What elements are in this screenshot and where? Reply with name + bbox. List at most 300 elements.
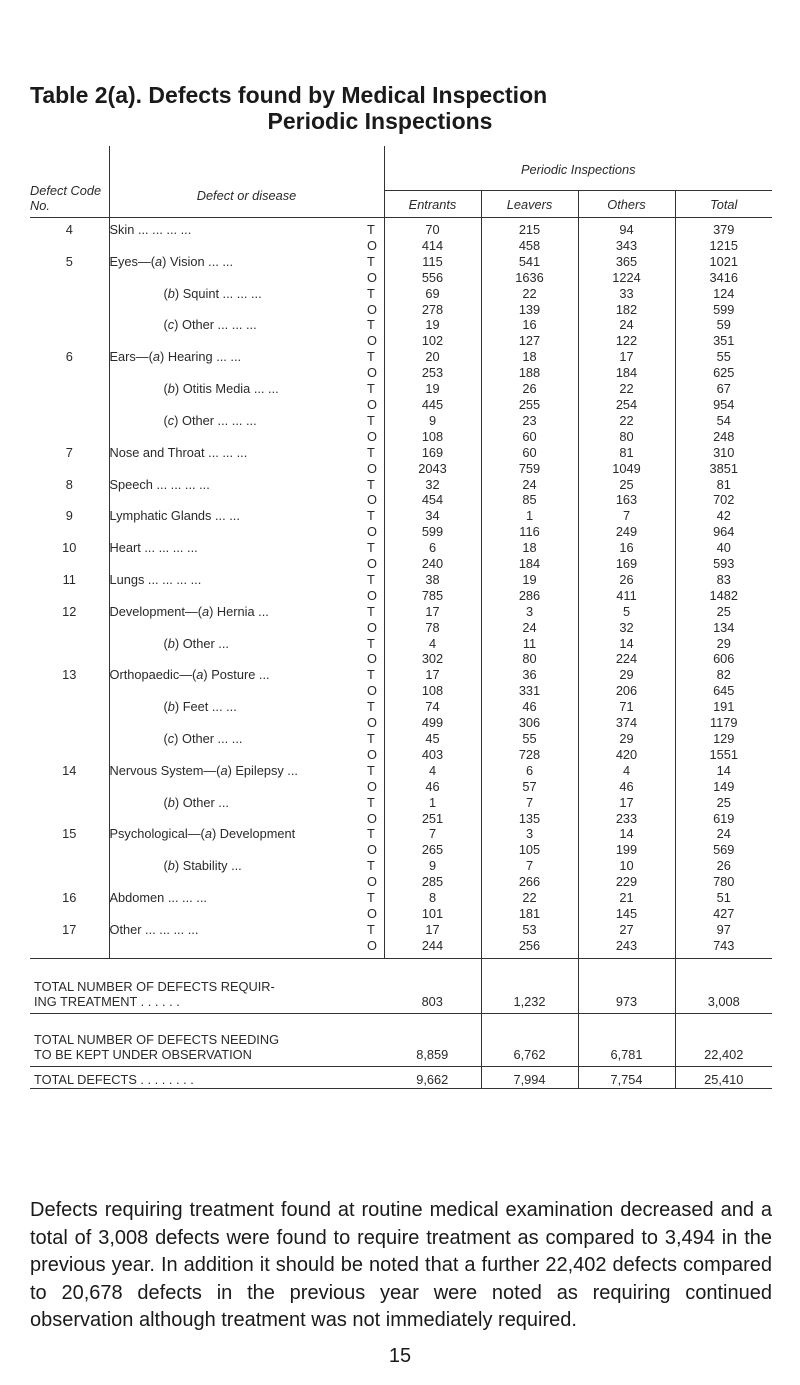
cell-defect-code	[30, 842, 109, 858]
table-row	[30, 731, 772, 747]
cell-total: 191	[675, 699, 772, 715]
cell-leavers: 19	[481, 572, 578, 588]
totals-others: 6,781	[578, 1013, 675, 1066]
cell-defect-code	[30, 492, 109, 508]
cell-total: 42	[675, 508, 772, 524]
totals-leavers: 1,232	[481, 958, 578, 1013]
cell-entrants: 19	[425, 317, 440, 333]
cell-defect-label: (b) Feet ... ...	[109, 699, 367, 715]
table-row	[30, 588, 772, 604]
cell-treatment-observation-flag: T	[367, 317, 384, 333]
cell-defect-code: 16	[62, 890, 77, 906]
cell-entrants: 69	[425, 285, 440, 301]
cell-defect-code	[30, 699, 109, 715]
cell-total: 83	[675, 572, 772, 588]
cell-total: 1021	[675, 254, 772, 270]
cell-total: 26	[675, 858, 772, 874]
cell-defect-code	[30, 381, 109, 397]
cell-entrants: 45	[425, 731, 440, 746]
cell-total: 743	[675, 938, 772, 958]
cell-defect-code: 10	[62, 540, 77, 556]
cell-entrants: 101	[421, 905, 444, 921]
table-row	[30, 620, 772, 636]
table-row	[30, 747, 772, 763]
table-row	[30, 651, 772, 667]
cell-defect-code: 6	[65, 349, 73, 365]
table-row	[30, 811, 772, 827]
cell-others: 145	[578, 906, 675, 922]
cell-others: 21	[578, 890, 675, 906]
cell-defect-code	[30, 731, 109, 747]
cell-defect-code	[30, 715, 109, 731]
cell-defect-label	[109, 747, 367, 763]
cell-leavers: 57	[481, 779, 578, 795]
cell-leavers: 256	[481, 938, 578, 958]
table-row	[30, 874, 772, 890]
table-row	[30, 429, 772, 445]
totals-entrants: 9,662	[384, 1066, 481, 1088]
cell-others: 10	[578, 858, 675, 874]
cell-entrants: 102	[421, 333, 444, 349]
cell-leavers: 22	[481, 286, 578, 302]
cell-defect-label	[109, 811, 367, 827]
table-row	[30, 572, 772, 588]
cell-leavers: 11	[481, 636, 578, 652]
cell-leavers: 55	[481, 731, 578, 747]
cell-entrants: 115	[422, 253, 443, 269]
cell-defect-label: Nervous System—(a) Epilepsy ...	[109, 763, 367, 779]
cell-total: 619	[675, 811, 772, 827]
cell-defect-label: Lungs ... ... ... ...	[109, 572, 367, 588]
cell-total: 67	[675, 381, 772, 397]
cell-defect-code	[30, 302, 109, 318]
cell-others: 81	[578, 445, 675, 461]
cell-total: 124	[675, 286, 772, 302]
cell-others: 5	[578, 604, 675, 620]
cell-others: 243	[578, 938, 675, 958]
cell-treatment-observation-flag: T	[367, 349, 384, 365]
cell-defect-code	[30, 683, 109, 699]
cell-defect-label: Psychological—(a) Development	[109, 826, 367, 842]
page-number: 15	[388, 1345, 412, 1367]
totals-total: 3,008	[675, 958, 772, 1013]
cell-entrants: 108	[421, 683, 444, 699]
cell-defect-label: (c) Other ... ... ...	[109, 317, 367, 333]
cell-others: 411	[578, 588, 675, 604]
cell-others: 25	[578, 477, 675, 493]
cell-defect-code	[30, 795, 109, 811]
table-row	[30, 365, 772, 381]
cell-defect-code: 17	[62, 921, 77, 937]
cell-total: 24	[675, 826, 772, 842]
cell-defect-label	[109, 842, 367, 858]
cell-leavers: 105	[481, 842, 578, 858]
cell-entrants: 108	[421, 428, 444, 444]
cell-total: 14	[675, 763, 772, 779]
cell-defect-code: 14	[62, 762, 77, 778]
cell-defect-label: (b) Other ...	[109, 795, 367, 811]
table-row	[30, 302, 772, 318]
cell-others: 249	[578, 524, 675, 540]
cell-defect-label	[109, 238, 367, 254]
cell-entrants: 414	[421, 237, 444, 253]
cell-defect-label	[109, 397, 367, 413]
cell-others: 420	[578, 747, 675, 763]
table-row	[30, 779, 772, 795]
cell-others: 16	[578, 540, 675, 556]
table-row	[30, 238, 772, 254]
cell-others: 17	[578, 795, 675, 811]
header-total: Total	[675, 191, 772, 218]
cell-leavers: 22	[481, 890, 578, 906]
cell-total: 569	[675, 842, 772, 858]
cell-treatment-observation-flag: O	[367, 779, 384, 795]
cell-entrants: 17	[425, 667, 440, 683]
cell-entrants: 6	[428, 540, 437, 556]
cell-entrants: 253	[421, 365, 444, 381]
cell-defect-code	[30, 397, 109, 413]
cell-others: 14	[578, 636, 675, 652]
cell-defect-label: (b) Other ...	[109, 636, 367, 652]
cell-treatment-observation-flag: O	[367, 429, 384, 445]
cell-defect-code	[30, 874, 109, 890]
totals-others: 7,754	[578, 1066, 675, 1088]
body-paragraph: Defects requiring treatment found at routine medical examination decreased and a total of 3,008 defects were found to require treatment as compared to 3,494 in the previous year. In addition it should be noted that a further 22,402 defects compared to 20,678 defects in the previous year were noted as requiring continued observation although treatment was not immediately required.	[30, 1199, 772, 1332]
cell-entrants: 445	[421, 396, 444, 412]
cell-defect-label	[109, 524, 367, 540]
cell-leavers: 1636	[481, 270, 578, 286]
cell-total: 51	[675, 890, 772, 906]
cell-leavers: 85	[481, 492, 578, 508]
cell-defect-code	[30, 286, 109, 302]
table-row	[30, 492, 772, 508]
cell-defect-label: Eyes—(a) Vision ... ...	[109, 254, 367, 270]
cell-treatment-observation-flag: O	[367, 397, 384, 413]
cell-others: 1049	[578, 461, 675, 477]
cell-defect-code	[30, 906, 109, 922]
cell-total: 599	[675, 302, 772, 318]
cell-leavers: 18	[481, 540, 578, 556]
cell-leavers: 255	[481, 397, 578, 413]
cell-leavers: 541	[481, 254, 578, 270]
cell-entrants: 278	[421, 301, 444, 317]
cell-treatment-observation-flag: T	[367, 731, 384, 747]
cell-leavers: 184	[481, 556, 578, 572]
cell-defect-label: (c) Other ... ... ...	[109, 413, 367, 429]
cell-defect-code: 8	[65, 476, 73, 492]
cell-leavers: 26	[481, 381, 578, 397]
header-periodic-inspections: Periodic Inspections	[520, 161, 636, 177]
table-row	[30, 683, 772, 699]
cell-total: 625	[675, 365, 772, 381]
cell-leavers: 53	[481, 922, 578, 938]
table-row	[30, 667, 772, 683]
cell-total: 54	[675, 413, 772, 429]
cell-defect-code	[30, 365, 109, 381]
cell-others: 182	[578, 302, 675, 318]
cell-treatment-observation-flag: O	[367, 270, 384, 286]
cell-defect-code: 9	[65, 508, 73, 524]
table-row	[30, 413, 772, 429]
cell-total: 351	[675, 333, 772, 349]
cell-others: 184	[578, 365, 675, 381]
cell-entrants: 251	[421, 810, 444, 826]
cell-entrants: 499	[421, 715, 444, 731]
cell-treatment-observation-flag: T	[367, 540, 384, 556]
cell-leavers: 188	[481, 365, 578, 381]
cell-defect-label: Speech ... ... ... ...	[109, 477, 367, 493]
cell-total: 593	[675, 556, 772, 572]
cell-treatment-observation-flag: O	[367, 715, 384, 731]
cell-total: 25	[675, 795, 772, 811]
cell-total: 645	[675, 683, 772, 699]
cell-others: 163	[578, 492, 675, 508]
cell-defect-code: 13	[62, 667, 77, 683]
cell-defect-code	[30, 333, 109, 349]
table-row	[30, 461, 772, 477]
cell-leavers: 458	[481, 238, 578, 254]
totals-total: 25,410	[675, 1066, 772, 1088]
table-row	[30, 333, 772, 349]
cell-leavers: 181	[481, 906, 578, 922]
cell-others: 29	[578, 731, 675, 747]
cell-treatment-observation-flag: T	[367, 218, 384, 238]
cell-defect-code: 12	[62, 603, 77, 619]
cell-leavers: 306	[481, 715, 578, 731]
cell-defect-label	[109, 429, 367, 445]
cell-others: 22	[578, 381, 675, 397]
cell-defect-label	[109, 588, 367, 604]
cell-defect-label	[109, 620, 367, 636]
cell-treatment-observation-flag: O	[367, 588, 384, 604]
cell-others: 33	[578, 286, 675, 302]
cell-treatment-observation-flag: T	[367, 508, 384, 524]
cell-entrants: 4	[428, 635, 437, 651]
cell-leavers: 18	[481, 349, 578, 365]
cell-leavers: 759	[481, 461, 578, 477]
cell-defect-label	[109, 906, 367, 922]
cell-treatment-observation-flag: T	[367, 445, 384, 461]
cell-defect-code: 4	[65, 222, 73, 237]
cell-treatment-observation-flag: O	[367, 461, 384, 477]
cell-defect-label: Lymphatic Glands ... ...	[109, 508, 367, 524]
cell-treatment-observation-flag: T	[367, 826, 384, 842]
cell-defect-code	[30, 636, 109, 652]
cell-leavers: 60	[481, 429, 578, 445]
cell-leavers: 3	[481, 604, 578, 620]
cell-leavers: 266	[481, 874, 578, 890]
totals-leavers: 6,762	[481, 1013, 578, 1066]
table-row	[30, 540, 772, 556]
table-row	[30, 477, 772, 493]
cell-defect-label: Orthopaedic—(a) Posture ...	[109, 667, 367, 683]
cell-total: 55	[675, 349, 772, 365]
cell-others: 343	[578, 238, 675, 254]
cell-leavers: 728	[481, 747, 578, 763]
cell-treatment-observation-flag: O	[367, 333, 384, 349]
cell-treatment-observation-flag: T	[367, 763, 384, 779]
cell-total: 427	[675, 906, 772, 922]
cell-total: 1179	[675, 715, 772, 731]
cell-total: 59	[675, 317, 772, 333]
cell-others: 22	[578, 413, 675, 429]
cell-treatment-observation-flag: O	[367, 238, 384, 254]
cell-others: 14	[578, 826, 675, 842]
header-defect-code: Defect Code No.	[30, 146, 109, 218]
cell-total: 606	[675, 651, 772, 667]
cell-defect-label	[109, 715, 367, 731]
cell-entrants: 556	[421, 269, 444, 285]
cell-entrants: 244	[421, 937, 444, 953]
cell-treatment-observation-flag: T	[367, 604, 384, 620]
cell-entrants: 8	[428, 890, 437, 906]
cell-treatment-observation-flag: T	[367, 795, 384, 811]
totals-entrants: 803	[384, 958, 481, 1013]
totals-label-line: TOTAL DEFECTS . . . . . . . .	[34, 1071, 194, 1087]
cell-entrants: 38	[425, 571, 440, 587]
cell-treatment-observation-flag: T	[367, 413, 384, 429]
cell-leavers: 331	[481, 683, 578, 699]
table-row	[30, 938, 772, 958]
cell-entrants: 169	[421, 444, 444, 460]
cell-entrants: 9	[428, 412, 437, 428]
table-row	[30, 556, 772, 572]
totals-label-line: TOTAL NUMBER OF DEFECTS NEEDING	[34, 1031, 280, 1047]
table-row	[30, 317, 772, 333]
header-defect-or-disease: Defect or disease	[109, 146, 384, 218]
cell-treatment-observation-flag: O	[367, 492, 384, 508]
table-row	[30, 715, 772, 731]
table-body	[30, 218, 772, 959]
table-row	[30, 858, 772, 874]
cell-defect-code	[30, 858, 109, 874]
cell-defect-label: Development—(a) Hernia ...	[109, 604, 367, 620]
cell-total: 1551	[675, 747, 772, 763]
cell-entrants: 17	[425, 921, 440, 937]
totals-total: 22,402	[675, 1013, 772, 1066]
cell-entrants: 785	[421, 587, 444, 603]
cell-leavers: 135	[481, 811, 578, 827]
cell-total: 149	[675, 779, 772, 795]
cell-others: 122	[578, 333, 675, 349]
cell-defect-code	[30, 429, 109, 445]
cell-defect-label: (b) Stability ...	[109, 858, 367, 874]
cell-defect-label: Nose and Throat ... ... ...	[109, 445, 367, 461]
cell-defect-code	[30, 317, 109, 333]
cell-treatment-observation-flag: T	[367, 667, 384, 683]
table-row	[30, 826, 772, 842]
cell-defect-code	[30, 620, 109, 636]
cell-defect-label	[109, 270, 367, 286]
totals-leavers: 7,994	[481, 1066, 578, 1088]
cell-others: 46	[578, 779, 675, 795]
cell-leavers: 6	[481, 763, 578, 779]
cell-total: 780	[675, 874, 772, 890]
cell-defect-label	[109, 461, 367, 477]
cell-defect-code	[30, 651, 109, 667]
cell-entrants: 20	[425, 349, 440, 365]
cell-leavers: 1	[481, 508, 578, 524]
cell-treatment-observation-flag: T	[367, 636, 384, 652]
cell-defect-label: Skin ... ... ... ...	[109, 218, 367, 238]
cell-total: 379	[675, 218, 772, 238]
cell-others: 7	[578, 508, 675, 524]
cell-total: 129	[675, 731, 772, 747]
cell-defect-label	[109, 874, 367, 890]
table-row	[30, 397, 772, 413]
cell-defect-code	[30, 270, 109, 286]
cell-defect-label: Abdomen ... ... ...	[109, 890, 367, 906]
cell-entrants: 1	[428, 794, 437, 810]
cell-others: 169	[578, 556, 675, 572]
cell-treatment-observation-flag: O	[367, 302, 384, 318]
cell-treatment-observation-flag: O	[367, 938, 384, 958]
cell-entrants: 78	[425, 619, 440, 635]
cell-total: 702	[675, 492, 772, 508]
cell-defect-code: 5	[65, 253, 73, 269]
cell-others: 4	[578, 763, 675, 779]
cell-treatment-observation-flag: O	[367, 683, 384, 699]
cell-total: 964	[675, 524, 772, 540]
cell-defect-label	[109, 683, 367, 699]
cell-treatment-observation-flag: O	[367, 524, 384, 540]
cell-others: 32	[578, 620, 675, 636]
cell-leavers: 24	[481, 620, 578, 636]
cell-treatment-observation-flag: T	[367, 477, 384, 493]
cell-total: 40	[675, 540, 772, 556]
cell-defect-label	[109, 779, 367, 795]
cell-entrants: 2043	[418, 460, 447, 476]
cell-entrants: 599	[421, 524, 444, 540]
cell-entrants: 70	[425, 222, 440, 237]
cell-defect-label: Heart ... ... ... ...	[109, 540, 367, 556]
defects-table	[30, 146, 772, 1089]
cell-entrants: 403	[421, 746, 444, 762]
cell-entrants: 74	[425, 699, 440, 715]
cell-entrants: 19	[425, 381, 440, 397]
cell-defect-code	[30, 524, 109, 540]
cell-defect-label	[109, 302, 367, 318]
table-row	[30, 508, 772, 524]
cell-defect-label	[109, 492, 367, 508]
totals-label	[30, 1013, 384, 1066]
cell-leavers: 60	[481, 445, 578, 461]
cell-others: 17	[578, 349, 675, 365]
cell-entrants: 454	[421, 492, 444, 508]
table-row	[30, 890, 772, 906]
cell-entrants: 46	[425, 778, 440, 794]
cell-leavers: 23	[481, 413, 578, 429]
cell-defect-code	[30, 413, 109, 429]
cell-total: 3851	[675, 461, 772, 477]
cell-treatment-observation-flag: T	[367, 254, 384, 270]
cell-leavers: 80	[481, 651, 578, 667]
cell-treatment-observation-flag: T	[367, 858, 384, 874]
cell-others: 29	[578, 667, 675, 683]
cell-defect-label	[109, 333, 367, 349]
table-row	[30, 922, 772, 938]
cell-others: 206	[578, 683, 675, 699]
cell-entrants: 9	[428, 858, 437, 874]
cell-defect-code: 11	[62, 571, 76, 587]
cell-defect-code	[30, 588, 109, 604]
header-others: Others	[578, 191, 675, 218]
table-row	[30, 699, 772, 715]
table-row	[30, 218, 772, 238]
cell-others: 26	[578, 572, 675, 588]
cell-treatment-observation-flag: T	[367, 381, 384, 397]
cell-entrants: 4	[428, 762, 437, 778]
